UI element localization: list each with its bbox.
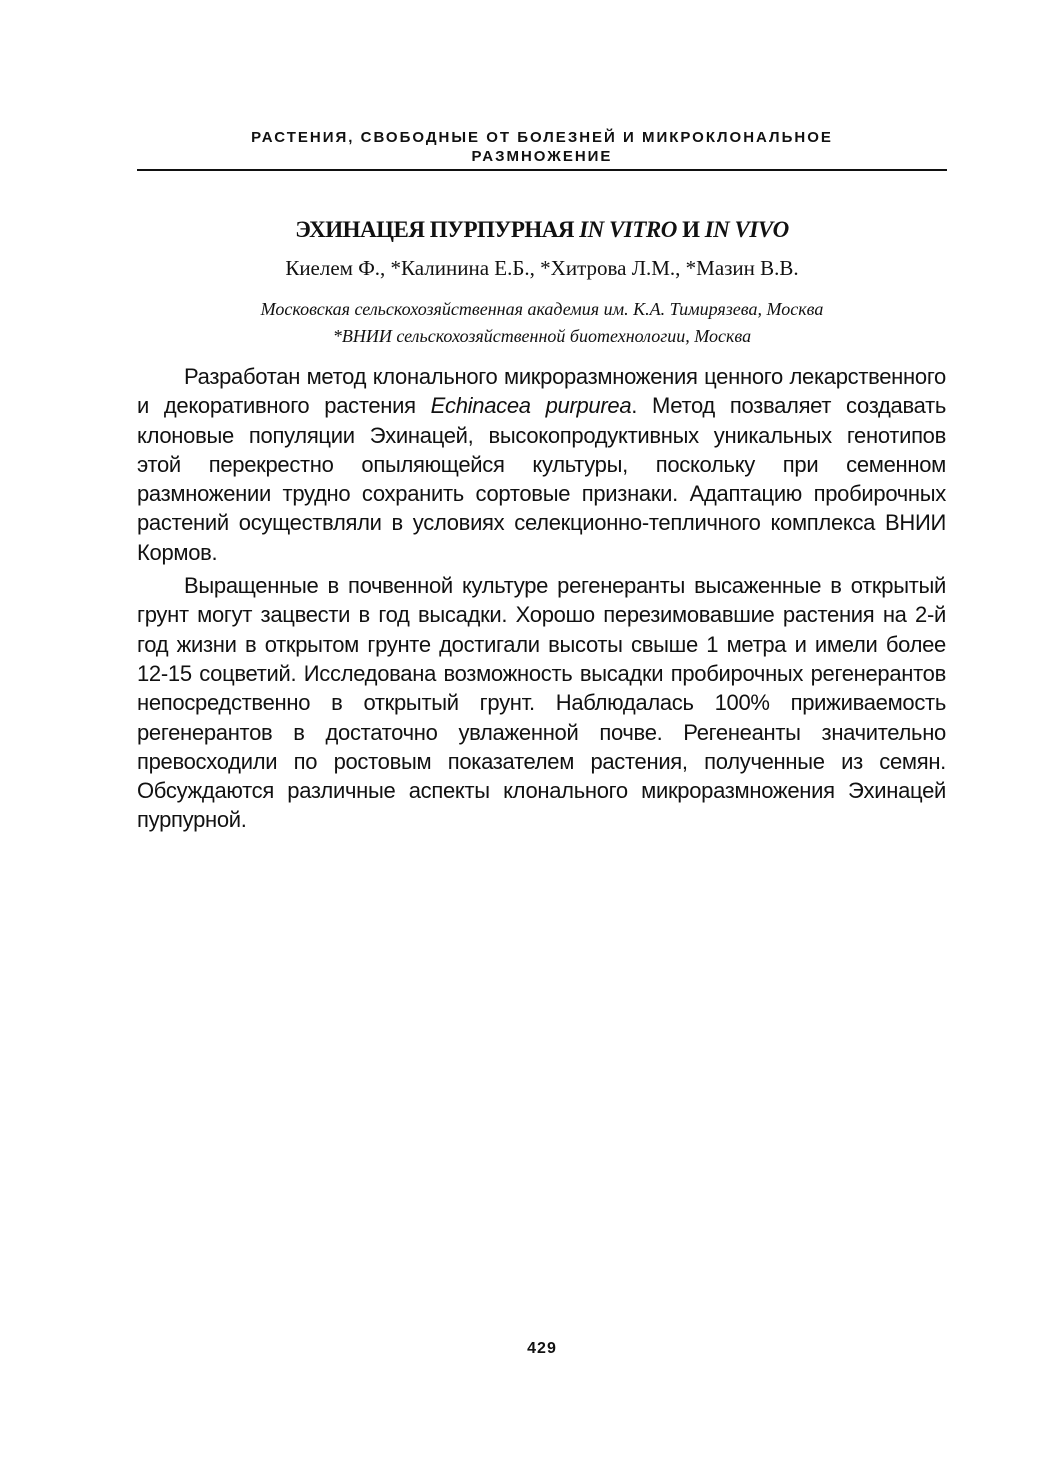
header-rule bbox=[137, 169, 947, 171]
article-title bbox=[137, 216, 947, 244]
paragraph-1-text-end: . Метод позваляет создавать клоновые популяции Эхинацей, высокопродуктивных уникальных генотипов этой перекрестно опыляющейся культуры, поскольку при семенном размножении трудно сохранить сортовые признаки. Адаптацию пробирочных растений осуществляли в условиях селекционно-тепличного комплекса ВНИИ Кормов. bbox=[137, 393, 947, 565]
paragraph-1 bbox=[137, 362, 946, 567]
paragraph-2: Выращенные в почвенной культуре регенеранты высаженные в открытый грунт могут зацвести в год высадки. Хорошо перезимовавшие растения на 2-й год жизни в открытом грунте достигали высоты свыше 1 метра и имели более 12-15 соцветий. Исследована возможность высадки пробирочных регенерантов непосредственно в открытый грунт. Наблюдалась 100% приживаемость регенерантов в достаточно увлаженной почве. Регенеанты значительно превосходили по ростовым показателем растения, полученные из семян. Обсуждаются различные аспекты клонального микроразмножения Эхинацей пурпурной. bbox=[137, 573, 946, 833]
title-latin-in-vitro: IN VITRO bbox=[579, 217, 677, 242]
title-main: ЭХИНАЦЕЯ ПУРПУРНАЯ bbox=[295, 217, 580, 242]
abstract-body bbox=[137, 362, 946, 835]
running-head-line-1: РАСТЕНИЯ, СВОБОДНЫЕ ОТ БОЛЕЗНЕЙ И МИКРОКЛОНАЛЬНОЕ bbox=[251, 129, 833, 146]
affiliation-1: Московская сельскохозяйственная академия им. К.А. Тимирязева, Москва bbox=[260, 299, 824, 319]
title-latin-in-vivo: IN VIVO bbox=[704, 217, 789, 242]
running-head bbox=[137, 128, 947, 166]
running-head-line-2: РАЗМНОЖЕНИЕ bbox=[471, 148, 613, 165]
paragraph-1-text-start: Разработан метод клонального микроразмножения ценного лекарственного и декоративного растения bbox=[137, 364, 946, 419]
author-list: Киелем Ф., *Калинина Е.Б., *Хитрова Л.М., *Мазин В.В. bbox=[285, 256, 799, 280]
title-conjunction: И bbox=[676, 217, 705, 242]
page-number: 429 bbox=[527, 1340, 557, 1357]
affiliations bbox=[137, 296, 947, 350]
affiliation-2: *ВНИИ сельскохозяйственной биотехнологии, Москва bbox=[332, 326, 752, 346]
species-name: Echinacea purpurea bbox=[430, 393, 632, 419]
